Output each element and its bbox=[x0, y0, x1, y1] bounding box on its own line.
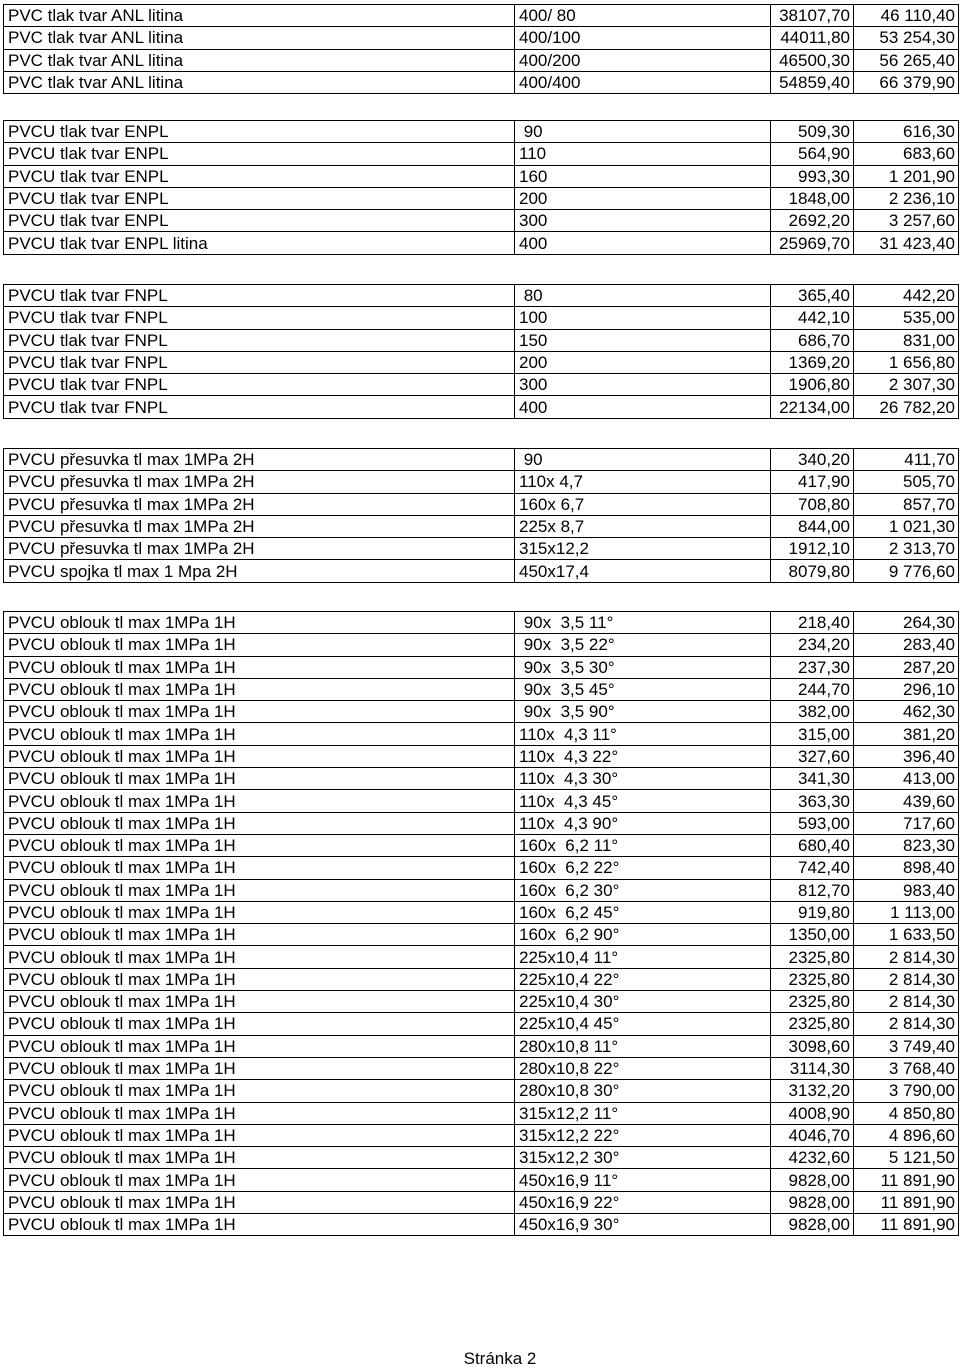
product-name-cell: PVC tlak tvar ANL litina bbox=[4, 27, 515, 49]
price-cell: 237,30 bbox=[771, 656, 854, 678]
dimension-cell: 150 bbox=[515, 329, 771, 351]
dimension-cell: 160x 6,2 90° bbox=[515, 924, 771, 946]
price-cell: 3098,60 bbox=[771, 1035, 854, 1057]
table-row bbox=[4, 768, 959, 790]
dimension-cell: 450x16,9 30° bbox=[515, 1214, 771, 1236]
price-with-vat-cell: 46 110,40 bbox=[854, 5, 959, 27]
price-with-vat-cell: 411,70 bbox=[854, 449, 959, 471]
price-with-vat-cell: 2 814,30 bbox=[854, 991, 959, 1013]
dimension-cell: 160x 6,7 bbox=[515, 493, 771, 515]
price-with-vat-cell: 296,10 bbox=[854, 678, 959, 700]
price-with-vat-cell: 439,60 bbox=[854, 790, 959, 812]
price-cell: 234,20 bbox=[771, 634, 854, 656]
price-cell: 4232,60 bbox=[771, 1147, 854, 1169]
table-row bbox=[4, 745, 959, 767]
table-row bbox=[4, 612, 959, 634]
price-with-vat-cell: 3 749,40 bbox=[854, 1035, 959, 1057]
price-cell: 993,30 bbox=[771, 165, 854, 187]
dimension-cell: 200 bbox=[515, 187, 771, 209]
price-cell: 1912,10 bbox=[771, 538, 854, 560]
table-row bbox=[4, 187, 959, 209]
price-with-vat-cell: 616,30 bbox=[854, 121, 959, 143]
price-cell: 315,00 bbox=[771, 723, 854, 745]
price-with-vat-cell: 1 633,50 bbox=[854, 924, 959, 946]
price-with-vat-cell: 857,70 bbox=[854, 493, 959, 515]
price-cell: 4008,90 bbox=[771, 1102, 854, 1124]
product-name-cell: PVCU oblouk tl max 1MPa 1H bbox=[4, 1191, 515, 1213]
table-row bbox=[4, 374, 959, 396]
table-row bbox=[4, 1147, 959, 1169]
table-row bbox=[4, 210, 959, 232]
price-with-vat-cell: 462,30 bbox=[854, 701, 959, 723]
product-name-cell: PVCU oblouk tl max 1MPa 1H bbox=[4, 678, 515, 700]
product-name-cell: PVCU oblouk tl max 1MPa 1H bbox=[4, 1147, 515, 1169]
dimension-cell: 90x 3,5 22° bbox=[515, 634, 771, 656]
product-name-cell: PVCU oblouk tl max 1MPa 1H bbox=[4, 1102, 515, 1124]
table-row bbox=[4, 232, 959, 254]
price-cell: 919,80 bbox=[771, 901, 854, 923]
table-row bbox=[4, 678, 959, 700]
product-name-cell: PVCU oblouk tl max 1MPa 1H bbox=[4, 946, 515, 968]
price-cell: 593,00 bbox=[771, 812, 854, 834]
price-table-enpl bbox=[3, 120, 959, 255]
product-name-cell: PVCU tlak tvar FNPL bbox=[4, 374, 515, 396]
dimension-cell: 160x 6,2 11° bbox=[515, 834, 771, 856]
dimension-cell: 400 bbox=[515, 232, 771, 254]
price-with-vat-cell: 381,20 bbox=[854, 723, 959, 745]
table-row bbox=[4, 351, 959, 373]
table-row bbox=[4, 634, 959, 656]
product-name-cell: PVCU přesuvka tl max 1MPa 2H bbox=[4, 449, 515, 471]
dimension-cell: 280x10,8 11° bbox=[515, 1035, 771, 1057]
product-name-cell: PVCU přesuvka tl max 1MPa 2H bbox=[4, 471, 515, 493]
table-row bbox=[4, 857, 959, 879]
dimension-cell: 110x 4,3 45° bbox=[515, 790, 771, 812]
product-name-cell: PVCU oblouk tl max 1MPa 1H bbox=[4, 790, 515, 812]
dimension-cell: 315x12,2 22° bbox=[515, 1124, 771, 1146]
price-cell: 742,40 bbox=[771, 857, 854, 879]
price-with-vat-cell: 9 776,60 bbox=[854, 560, 959, 582]
price-cell: 54859,40 bbox=[771, 71, 854, 93]
price-table-oblouk bbox=[3, 611, 959, 1236]
product-name-cell: PVCU tlak tvar ENPL litina bbox=[4, 232, 515, 254]
price-with-vat-cell: 717,60 bbox=[854, 812, 959, 834]
product-name-cell: PVCU tlak tvar ENPL bbox=[4, 121, 515, 143]
product-name-cell: PVCU oblouk tl max 1MPa 1H bbox=[4, 901, 515, 923]
dimension-cell: 160 bbox=[515, 165, 771, 187]
price-cell: 218,40 bbox=[771, 612, 854, 634]
price-cell: 2325,80 bbox=[771, 991, 854, 1013]
price-table-fnpl bbox=[3, 284, 959, 419]
price-with-vat-cell: 1 201,90 bbox=[854, 165, 959, 187]
table-row bbox=[4, 307, 959, 329]
price-cell: 3132,20 bbox=[771, 1080, 854, 1102]
product-name-cell: PVCU přesuvka tl max 1MPa 2H bbox=[4, 515, 515, 537]
dimension-cell: 400 bbox=[515, 396, 771, 418]
dimension-cell: 100 bbox=[515, 307, 771, 329]
table-row bbox=[4, 71, 959, 93]
product-name-cell: PVCU oblouk tl max 1MPa 1H bbox=[4, 701, 515, 723]
price-cell: 1369,20 bbox=[771, 351, 854, 373]
product-name-cell: PVC tlak tvar ANL litina bbox=[4, 49, 515, 71]
dimension-cell: 400/100 bbox=[515, 27, 771, 49]
dimension-cell: 450x17,4 bbox=[515, 560, 771, 582]
price-with-vat-cell: 396,40 bbox=[854, 745, 959, 767]
product-name-cell: PVCU tlak tvar FNPL bbox=[4, 285, 515, 307]
product-name-cell: PVCU oblouk tl max 1MPa 1H bbox=[4, 1035, 515, 1057]
table-row bbox=[4, 449, 959, 471]
dimension-cell: 160x 6,2 45° bbox=[515, 901, 771, 923]
dimension-cell: 400/ 80 bbox=[515, 5, 771, 27]
table-row bbox=[4, 1214, 959, 1236]
price-with-vat-cell: 442,20 bbox=[854, 285, 959, 307]
dimension-cell: 110x 4,3 11° bbox=[515, 723, 771, 745]
price-cell: 382,00 bbox=[771, 701, 854, 723]
price-with-vat-cell: 1 656,80 bbox=[854, 351, 959, 373]
table-row bbox=[4, 143, 959, 165]
product-name-cell: PVCU oblouk tl max 1MPa 1H bbox=[4, 1013, 515, 1035]
price-with-vat-cell: 31 423,40 bbox=[854, 232, 959, 254]
product-name-cell: PVCU oblouk tl max 1MPa 1H bbox=[4, 857, 515, 879]
price-cell: 2325,80 bbox=[771, 946, 854, 968]
table-row bbox=[4, 701, 959, 723]
dimension-cell: 160x 6,2 30° bbox=[515, 879, 771, 901]
table-row bbox=[4, 1080, 959, 1102]
price-cell: 686,70 bbox=[771, 329, 854, 351]
price-with-vat-cell: 413,00 bbox=[854, 768, 959, 790]
dimension-cell: 300 bbox=[515, 374, 771, 396]
price-cell: 708,80 bbox=[771, 493, 854, 515]
table-row bbox=[4, 1035, 959, 1057]
price-cell: 812,70 bbox=[771, 879, 854, 901]
dimension-cell: 450x16,9 11° bbox=[515, 1169, 771, 1191]
price-cell: 1350,00 bbox=[771, 924, 854, 946]
price-cell: 2692,20 bbox=[771, 210, 854, 232]
table-row bbox=[4, 1124, 959, 1146]
product-name-cell: PVCU tlak tvar ENPL bbox=[4, 143, 515, 165]
table-row bbox=[4, 879, 959, 901]
price-with-vat-cell: 3 768,40 bbox=[854, 1057, 959, 1079]
product-name-cell: PVCU oblouk tl max 1MPa 1H bbox=[4, 1169, 515, 1191]
table-row bbox=[4, 1057, 959, 1079]
dimension-cell: 225x10,4 11° bbox=[515, 946, 771, 968]
table-row bbox=[4, 901, 959, 923]
price-with-vat-cell: 2 236,10 bbox=[854, 187, 959, 209]
price-cell: 1906,80 bbox=[771, 374, 854, 396]
product-name-cell: PVCU oblouk tl max 1MPa 1H bbox=[4, 834, 515, 856]
price-cell: 9828,00 bbox=[771, 1214, 854, 1236]
table-row bbox=[4, 656, 959, 678]
product-name-cell: PVC tlak tvar ANL litina bbox=[4, 71, 515, 93]
dimension-cell: 90x 3,5 90° bbox=[515, 701, 771, 723]
price-with-vat-cell: 4 850,80 bbox=[854, 1102, 959, 1124]
price-with-vat-cell: 983,40 bbox=[854, 879, 959, 901]
price-cell: 2325,80 bbox=[771, 1013, 854, 1035]
dimension-cell: 110x 4,3 90° bbox=[515, 812, 771, 834]
price-with-vat-cell: 53 254,30 bbox=[854, 27, 959, 49]
dimension-cell: 280x10,8 22° bbox=[515, 1057, 771, 1079]
table-row bbox=[4, 946, 959, 968]
product-name-cell: PVCU oblouk tl max 1MPa 1H bbox=[4, 768, 515, 790]
price-cell: 38107,70 bbox=[771, 5, 854, 27]
price-cell: 4046,70 bbox=[771, 1124, 854, 1146]
price-cell: 9828,00 bbox=[771, 1169, 854, 1191]
dimension-cell: 90 bbox=[515, 121, 771, 143]
product-name-cell: PVCU oblouk tl max 1MPa 1H bbox=[4, 812, 515, 834]
product-name-cell: PVCU oblouk tl max 1MPa 1H bbox=[4, 723, 515, 745]
price-cell: 564,90 bbox=[771, 143, 854, 165]
price-cell: 844,00 bbox=[771, 515, 854, 537]
price-with-vat-cell: 11 891,90 bbox=[854, 1169, 959, 1191]
dimension-cell: 80 bbox=[515, 285, 771, 307]
product-name-cell: PVCU oblouk tl max 1MPa 1H bbox=[4, 634, 515, 656]
price-with-vat-cell: 831,00 bbox=[854, 329, 959, 351]
dimension-cell: 450x16,9 22° bbox=[515, 1191, 771, 1213]
product-name-cell: PVCU tlak tvar FNPL bbox=[4, 396, 515, 418]
product-name-cell: PVCU oblouk tl max 1MPa 1H bbox=[4, 1124, 515, 1146]
table-row bbox=[4, 165, 959, 187]
dimension-cell: 315x12,2 11° bbox=[515, 1102, 771, 1124]
price-cell: 341,30 bbox=[771, 768, 854, 790]
product-name-cell: PVCU tlak tvar FNPL bbox=[4, 329, 515, 351]
table-row bbox=[4, 834, 959, 856]
product-name-cell: PVCU oblouk tl max 1MPa 1H bbox=[4, 879, 515, 901]
dimension-cell: 90x 3,5 11° bbox=[515, 612, 771, 634]
product-name-cell: PVC tlak tvar ANL litina bbox=[4, 5, 515, 27]
price-with-vat-cell: 66 379,90 bbox=[854, 71, 959, 93]
product-name-cell: PVCU oblouk tl max 1MPa 1H bbox=[4, 656, 515, 678]
product-name-cell: PVCU přesuvka tl max 1MPa 2H bbox=[4, 538, 515, 560]
price-with-vat-cell: 3 790,00 bbox=[854, 1080, 959, 1102]
table-row bbox=[4, 538, 959, 560]
product-name-cell: PVCU tlak tvar ENPL bbox=[4, 210, 515, 232]
table-row bbox=[4, 493, 959, 515]
price-cell: 442,10 bbox=[771, 307, 854, 329]
product-name-cell: PVCU oblouk tl max 1MPa 1H bbox=[4, 1057, 515, 1079]
table-row bbox=[4, 924, 959, 946]
product-name-cell: PVCU oblouk tl max 1MPa 1H bbox=[4, 991, 515, 1013]
dimension-cell: 315x12,2 bbox=[515, 538, 771, 560]
price-cell: 365,40 bbox=[771, 285, 854, 307]
price-with-vat-cell: 683,60 bbox=[854, 143, 959, 165]
price-cell: 9828,00 bbox=[771, 1191, 854, 1213]
product-name-cell: PVCU oblouk tl max 1MPa 1H bbox=[4, 1214, 515, 1236]
dimension-cell: 160x 6,2 22° bbox=[515, 857, 771, 879]
price-with-vat-cell: 4 896,60 bbox=[854, 1124, 959, 1146]
price-cell: 327,60 bbox=[771, 745, 854, 767]
dimension-cell: 315x12,2 30° bbox=[515, 1147, 771, 1169]
table-row bbox=[4, 1169, 959, 1191]
price-cell: 46500,30 bbox=[771, 49, 854, 71]
table-row bbox=[4, 812, 959, 834]
dimension-cell: 110x 4,3 30° bbox=[515, 768, 771, 790]
price-with-vat-cell: 2 814,30 bbox=[854, 968, 959, 990]
price-cell: 509,30 bbox=[771, 121, 854, 143]
price-with-vat-cell: 264,30 bbox=[854, 612, 959, 634]
price-cell: 244,70 bbox=[771, 678, 854, 700]
price-cell: 8079,80 bbox=[771, 560, 854, 582]
price-with-vat-cell: 535,00 bbox=[854, 307, 959, 329]
product-name-cell: PVCU oblouk tl max 1MPa 1H bbox=[4, 745, 515, 767]
dimension-cell: 400/400 bbox=[515, 71, 771, 93]
price-cell: 417,90 bbox=[771, 471, 854, 493]
price-cell: 680,40 bbox=[771, 834, 854, 856]
product-name-cell: PVCU přesuvka tl max 1MPa 2H bbox=[4, 493, 515, 515]
dimension-cell: 280x10,8 30° bbox=[515, 1080, 771, 1102]
price-with-vat-cell: 2 814,30 bbox=[854, 946, 959, 968]
price-with-vat-cell: 56 265,40 bbox=[854, 49, 959, 71]
page-number: Stránka 2 bbox=[463, 1349, 537, 1368]
product-name-cell: PVCU tlak tvar FNPL bbox=[4, 307, 515, 329]
product-name-cell: PVCU tlak tvar ENPL bbox=[4, 187, 515, 209]
product-name-cell: PVCU oblouk tl max 1MPa 1H bbox=[4, 924, 515, 946]
price-with-vat-cell: 823,30 bbox=[854, 834, 959, 856]
price-table-presuvka-spojka bbox=[3, 448, 959, 583]
table-row bbox=[4, 49, 959, 71]
price-with-vat-cell: 2 313,70 bbox=[854, 538, 959, 560]
dimension-cell: 400/200 bbox=[515, 49, 771, 71]
table-row bbox=[4, 285, 959, 307]
price-with-vat-cell: 1 113,00 bbox=[854, 901, 959, 923]
price-cell: 3114,30 bbox=[771, 1057, 854, 1079]
product-name-cell: PVCU tlak tvar FNPL bbox=[4, 351, 515, 373]
price-with-vat-cell: 11 891,90 bbox=[854, 1214, 959, 1236]
price-cell: 363,30 bbox=[771, 790, 854, 812]
product-name-cell: PVCU spojka tl max 1 Mpa 2H bbox=[4, 560, 515, 582]
price-with-vat-cell: 26 782,20 bbox=[854, 396, 959, 418]
price-cell: 2325,80 bbox=[771, 968, 854, 990]
product-name-cell: PVCU oblouk tl max 1MPa 1H bbox=[4, 968, 515, 990]
price-with-vat-cell: 2 307,30 bbox=[854, 374, 959, 396]
table-row bbox=[4, 1013, 959, 1035]
table-row bbox=[4, 968, 959, 990]
dimension-cell: 110x 4,7 bbox=[515, 471, 771, 493]
table-row bbox=[4, 560, 959, 582]
dimension-cell: 225x 8,7 bbox=[515, 515, 771, 537]
price-with-vat-cell: 11 891,90 bbox=[854, 1191, 959, 1213]
dimension-cell: 225x10,4 45° bbox=[515, 1013, 771, 1035]
table-row bbox=[4, 723, 959, 745]
table-row bbox=[4, 1191, 959, 1213]
price-table-anl-litina bbox=[3, 4, 959, 94]
price-with-vat-cell: 898,40 bbox=[854, 857, 959, 879]
price-cell: 22134,00 bbox=[771, 396, 854, 418]
dimension-cell: 300 bbox=[515, 210, 771, 232]
product-name-cell: PVCU oblouk tl max 1MPa 1H bbox=[4, 1080, 515, 1102]
table-row bbox=[4, 5, 959, 27]
dimension-cell: 110 bbox=[515, 143, 771, 165]
table-row bbox=[4, 329, 959, 351]
price-cell: 44011,80 bbox=[771, 27, 854, 49]
product-name-cell: PVCU oblouk tl max 1MPa 1H bbox=[4, 612, 515, 634]
product-name-cell: PVCU tlak tvar ENPL bbox=[4, 165, 515, 187]
table-row bbox=[4, 27, 959, 49]
price-cell: 340,20 bbox=[771, 449, 854, 471]
price-cell: 25969,70 bbox=[771, 232, 854, 254]
price-with-vat-cell: 3 257,60 bbox=[854, 210, 959, 232]
table-row bbox=[4, 1102, 959, 1124]
dimension-cell: 90x 3,5 45° bbox=[515, 678, 771, 700]
price-with-vat-cell: 1 021,30 bbox=[854, 515, 959, 537]
price-cell: 1848,00 bbox=[771, 187, 854, 209]
price-with-vat-cell: 287,20 bbox=[854, 656, 959, 678]
table-row bbox=[4, 991, 959, 1013]
table-row bbox=[4, 515, 959, 537]
dimension-cell: 225x10,4 30° bbox=[515, 991, 771, 1013]
dimension-cell: 90x 3,5 30° bbox=[515, 656, 771, 678]
price-with-vat-cell: 283,40 bbox=[854, 634, 959, 656]
dimension-cell: 225x10,4 22° bbox=[515, 968, 771, 990]
table-row bbox=[4, 471, 959, 493]
dimension-cell: 90 bbox=[515, 449, 771, 471]
price-with-vat-cell: 2 814,30 bbox=[854, 1013, 959, 1035]
table-row bbox=[4, 121, 959, 143]
price-with-vat-cell: 5 121,50 bbox=[854, 1147, 959, 1169]
table-row bbox=[4, 396, 959, 418]
dimension-cell: 200 bbox=[515, 351, 771, 373]
table-row bbox=[4, 790, 959, 812]
dimension-cell: 110x 4,3 22° bbox=[515, 745, 771, 767]
price-with-vat-cell: 505,70 bbox=[854, 471, 959, 493]
